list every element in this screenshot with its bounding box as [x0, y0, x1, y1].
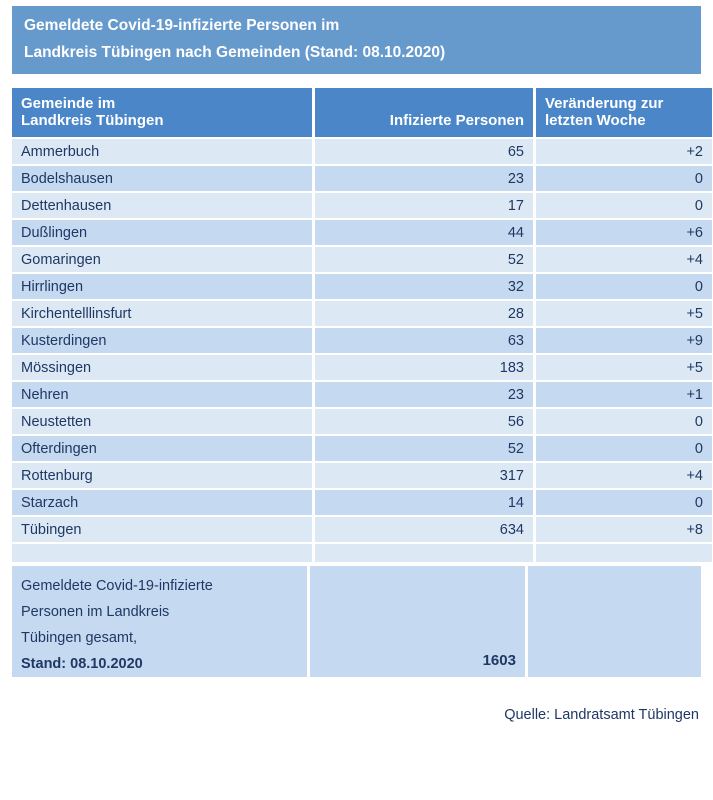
table-header	[12, 88, 712, 137]
cell-gemeinde: Kusterdingen	[12, 328, 312, 353]
cell-gemeinde: Dettenhausen	[12, 193, 312, 218]
cell-veraenderung: +4	[536, 247, 712, 272]
table-row	[12, 139, 712, 164]
cell-gemeinde: Neustetten	[12, 409, 312, 434]
cell-gemeinde: Hirrlingen	[12, 274, 312, 299]
cell-gemeinde: Bodelshausen	[12, 166, 312, 191]
column-header-veraenderung-line2: letzten Woche	[545, 112, 646, 129]
cell-infizierte: 23	[315, 382, 533, 407]
total-label-line3: Tübingen gesamt,	[21, 630, 138, 646]
cell-gemeinde: Starzach	[12, 490, 312, 515]
column-header-veraenderung	[536, 88, 712, 137]
column-header-gemeinde-line2: Landkreis Tübingen	[21, 112, 164, 129]
total-label-line4: Stand: 08.10.2020	[21, 656, 143, 672]
title-spacer	[12, 74, 701, 86]
table-row	[12, 409, 712, 434]
cell-veraenderung: +6	[536, 220, 712, 245]
total-label-line2: Personen im Landkreis	[21, 604, 170, 620]
header-row	[12, 88, 712, 137]
cell-veraenderung: +8	[536, 517, 712, 542]
table-row	[12, 247, 712, 272]
total-empty-cell	[528, 566, 701, 677]
cell-infizierte: 23	[315, 166, 533, 191]
table-row	[12, 517, 712, 542]
cell-gemeinde: Ofterdingen	[12, 436, 312, 461]
total-label	[12, 566, 307, 677]
cell-veraenderung: +5	[536, 355, 712, 380]
cell-veraenderung: 0	[536, 193, 712, 218]
total-value-cell	[310, 566, 525, 677]
cell-gemeinde: Nehren	[12, 382, 312, 407]
cell-infizierte: 17	[315, 193, 533, 218]
source-note: Quelle: Landratsamt Tübingen	[504, 707, 699, 723]
cell-gemeinde: Rottenburg	[12, 463, 312, 488]
cell-veraenderung: +5	[536, 301, 712, 326]
cell-infizierte: 634	[315, 517, 533, 542]
table-row	[12, 301, 712, 326]
cell-gemeinde: Kirchentelllinsfurt	[12, 301, 312, 326]
title-line-1: Gemeldete Covid-19-infizierte Personen im	[24, 17, 340, 34]
total-value: 1603	[482, 652, 516, 669]
column-header-gemeinde-line1: Gemeinde im	[21, 95, 116, 112]
covid-table	[9, 86, 713, 564]
column-header-veraenderung-line1: Veränderung zur	[545, 95, 664, 112]
cell-veraenderung: +4	[536, 463, 712, 488]
cell-infizierte: 52	[315, 247, 533, 272]
column-header-infizierte	[315, 88, 533, 137]
cell-veraenderung: 0	[536, 409, 712, 434]
cell-gemeinde: Gomaringen	[12, 247, 312, 272]
cell-infizierte: 44	[315, 220, 533, 245]
table-row	[12, 436, 712, 461]
cell-infizierte: 63	[315, 328, 533, 353]
cell-veraenderung: 0	[536, 436, 712, 461]
cell-infizierte: 317	[315, 463, 533, 488]
table-row	[12, 382, 712, 407]
total-block	[12, 566, 701, 677]
spacer-cell	[12, 544, 312, 562]
table-spacer-row	[12, 544, 712, 562]
table-row	[12, 166, 712, 191]
cell-veraenderung: +1	[536, 382, 712, 407]
cell-infizierte: 14	[315, 490, 533, 515]
cell-veraenderung: 0	[536, 490, 712, 515]
spacer-cell	[315, 544, 533, 562]
cell-gemeinde: Ammerbuch	[12, 139, 312, 164]
cell-gemeinde: Mössingen	[12, 355, 312, 380]
table-row	[12, 220, 712, 245]
cell-infizierte: 28	[315, 301, 533, 326]
cell-infizierte: 32	[315, 274, 533, 299]
spacer-cell	[536, 544, 712, 562]
cell-veraenderung: 0	[536, 166, 712, 191]
column-header-infizierte-line1: Infizierte Personen	[389, 112, 524, 129]
table-row	[12, 355, 712, 380]
cell-gemeinde: Dußlingen	[12, 220, 312, 245]
cell-veraenderung: 0	[536, 274, 712, 299]
title-line-2: Landkreis Tübingen nach Gemeinden (Stand: 08.10.2020)	[24, 44, 446, 61]
cell-veraenderung: +9	[536, 328, 712, 353]
table-body	[12, 139, 712, 562]
table-row	[12, 274, 712, 299]
cell-infizierte: 52	[315, 436, 533, 461]
cell-veraenderung: +2	[536, 139, 712, 164]
page-title	[12, 6, 701, 74]
table-row	[12, 193, 712, 218]
cell-infizierte: 183	[315, 355, 533, 380]
cell-infizierte: 56	[315, 409, 533, 434]
table-row	[12, 463, 712, 488]
table-row	[12, 490, 712, 515]
cell-infizierte: 65	[315, 139, 533, 164]
cell-gemeinde: Tübingen	[12, 517, 312, 542]
total-label-line1: Gemeldete Covid-19-infizierte	[21, 578, 213, 594]
table-row	[12, 328, 712, 353]
column-header-gemeinde	[12, 88, 312, 137]
